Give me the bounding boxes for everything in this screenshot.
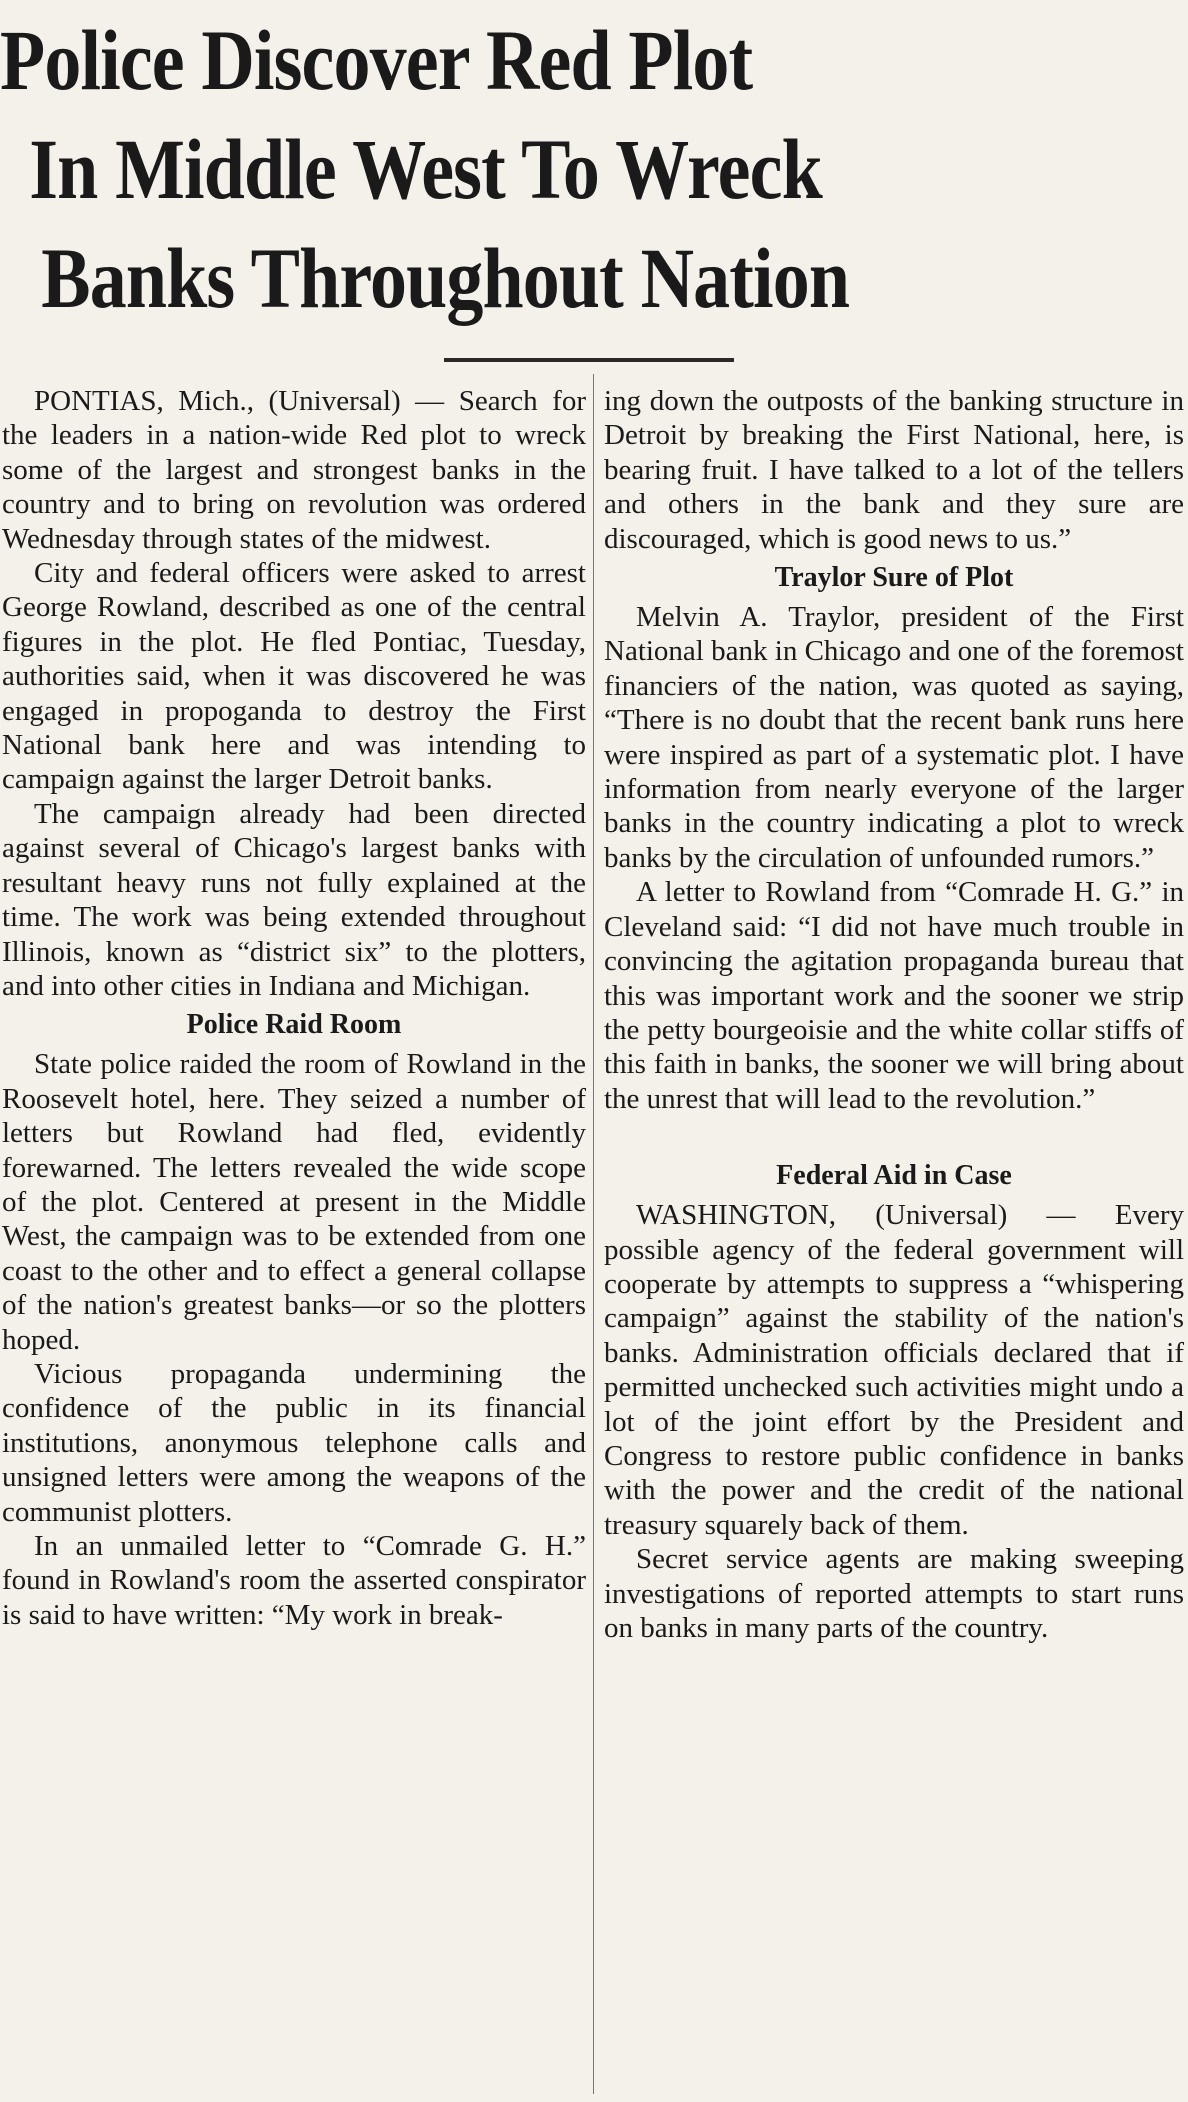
article-paragraph: The campaign already had been directed against several of Chicago's largest banks with resultant heavy runs not fully explained at the time. The work was being extended throughout Illinois, known as “district six” to the plotters, and into other cities in Indiana and Michigan.	[2, 797, 586, 1002]
article-paragraph: In an unmailed letter to “Comrade G. H.” found in Rowland's room the asserted conspirator is said to have written: “My work in break-	[2, 1530, 586, 1631]
headline	[0, 6, 1022, 333]
subhead-federal-aid-in-case: Federal Aid in Case	[776, 1160, 1012, 1192]
headline-line-2: In Middle West To Wreck	[29, 121, 822, 217]
article-paragraph: Secret service agents are making sweeping investigations of reported attempts to start runs on banks in many parts of the country.	[604, 1543, 1184, 1644]
article-paragraph: Vicious propaganda undermining the confidence of the public in its financial institutions, anonymous telephone calls and unsigned letters were among the weapons of the communist plotters.	[2, 1357, 586, 1528]
article-paragraph: City and federal officers were asked to arrest George Rowland, described as one of the central figures in the plot. He fled Pontiac, Tuesday, authorities said, when it was discovered he was engaged in propoganda to destroy the First National bank here and was intending to campaign against the larger Detroit banks.	[2, 557, 586, 796]
headline-rule	[444, 358, 734, 362]
article-paragraph: ing down the outposts of the banking structure in Detroit by breaking the First National, here, is bearing fruit. I have talked to a lot of the tellers and others in the bank and they sure are discouraged, which is good news to us.”	[604, 385, 1184, 555]
article-paragraph: A letter to Rowland from “Comrade H. G.” in Cleveland said: “I did not have much trouble in convincing the agitation propaganda bureau that this was important work and the sooner we strip the petty bourgeoisie and the white collar stiffs of this faith in banks, the sooner we will bring about the unrest that will lead to the revolution.”	[604, 876, 1184, 1115]
left-column	[2, 384, 586, 1632]
headline-line-1: Police Discover Red Plot	[0, 12, 753, 108]
article-paragraph: PONTIAS, Mich., (Universal) — Search for the leaders in a nation-wide Red plot to wreck some of the largest and strongest banks in the country and to bring on revolution was ordered Wednesday through states of the midwest.	[2, 385, 586, 555]
subhead-traylor-sure-of-plot: Traylor Sure of Plot	[774, 562, 1014, 594]
headline-line-3: Banks Throughout Nation	[41, 230, 850, 326]
right-column	[604, 384, 1184, 1645]
column-divider	[593, 374, 594, 2094]
article-paragraph: WASHINGTON, (Universal) — Every possible agency of the federal government will cooperate by attempts to suppress a “whispering campaign” against the stability of the nation's banks. Administration officials declared that if permitted unchecked such activities might undo a lot of the joint effort by the President and Congress to restore public confidence in banks with the power and the credit of the national treasury squarely back of them.	[604, 1199, 1184, 1541]
article-paragraph: Melvin A. Traylor, president of the First National bank in Chicago and one of the foremost financiers of the nation, was quoted as saying, “There is no doubt that the recent bank runs here were inspired as part of a systematic plot. I have information from nearly everyone of the larger banks in the country indicating a plot to wreck banks by the circulation of unfounded rumors.”	[604, 601, 1184, 874]
subhead-police-raid-room: Police Raid Room	[186, 1009, 402, 1041]
article-paragraph: State police raided the room of Rowland in the Roosevelt hotel, here. They seized a number of letters but Rowland had fled, evidently forewarned. The letters revealed the wide scope of the plot. Centered at present in the Middle West, the campaign was to be extended from one coast to the other and to effect a general collapse of the nation's greatest banks—or so the plotters hoped.	[2, 1048, 586, 1356]
